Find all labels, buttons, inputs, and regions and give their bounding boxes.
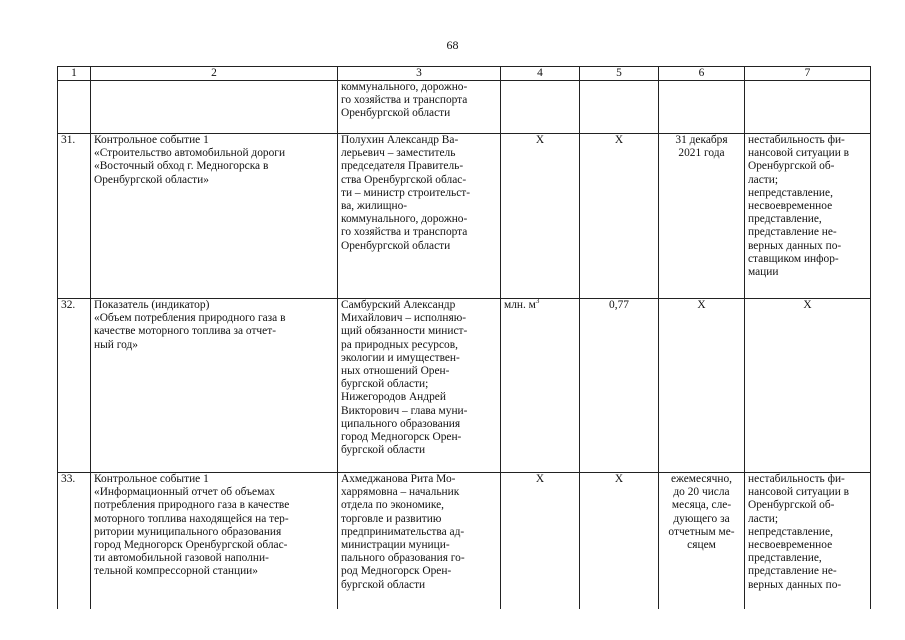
deadline-cell: ежемесячно, до 20 числа месяца, сле- дующего за отчетным ме- сяцем — [659, 473, 745, 610]
deadline-cell: 31 декабря 2021 года — [659, 134, 745, 299]
table-row — [58, 134, 871, 299]
risks-cell: Х — [745, 299, 871, 473]
value-cell: Х — [580, 473, 659, 610]
row-number: 32. — [58, 299, 91, 473]
unit-cell: Х — [501, 473, 580, 610]
deadline-cell: Х — [659, 299, 745, 473]
responsible-person: Полухин Александр Ва- лерьевич – заместитель председателя Правитель- ства Оренбургской облас- ти – министр строительст- ва, жилищно- коммунального, дорожно- го хозяйства и транспорта Оренбургской области — [338, 134, 501, 299]
plan-table — [57, 66, 871, 609]
risks-cell: нестабильность фи- нансовой ситуации в Оренбургской об- ласти; непредставление, несвоевременное представление, представление не- верных данных по- ставщиком инфор- мации — [745, 134, 871, 299]
unit-cell — [501, 299, 580, 473]
item-name: Показатель (индикатор) «Объем потребления природного газа в качестве моторного топлива за отчет- ный год» — [91, 299, 338, 473]
column-header: 5 — [580, 67, 659, 81]
unit-cell — [501, 81, 580, 134]
item-name — [91, 81, 338, 134]
risks-cell — [745, 81, 871, 134]
column-header: 1 — [58, 67, 91, 81]
column-header: 3 — [338, 67, 501, 81]
page-number: 68 — [446, 38, 459, 52]
column-header: 6 — [659, 67, 745, 81]
column-header-row — [58, 67, 871, 81]
item-name: Контрольное событие 1 «Строительство автомобильной дороги «Восточный обход г. Медногорска в Оренбургской области» — [91, 134, 338, 299]
column-header: 2 — [91, 67, 338, 81]
table-row — [58, 299, 871, 473]
row-number — [58, 81, 91, 134]
risks-cell: нестабильность фи- нансовой ситуации в Оренбургской об- ласти; непредставление, несвоевременное представление, представление не- верных данных по- — [745, 473, 871, 610]
responsible-person: Самбурский Александр Михайлович – исполняю- щий обязанности минист- ра природных ресурсов, экологии и имуществен- ных отношений Орен- бургской области; Нижегородов Андрей Викторович – глава муни- ципального образования город Медногорск Орен- бургской области — [338, 299, 501, 473]
row-number: 31. — [58, 134, 91, 299]
column-header: 4 — [501, 67, 580, 81]
item-name: Контрольное событие 1 «Информационный отчет об объемах потребления природного газа в качестве моторного топлива находящейся на тер- ритории муниципального образования город Медногорск Оренбургской облас- ти автомобильной газовой наполни- тельной компрессорной станции» — [91, 473, 338, 610]
value-cell — [580, 81, 659, 134]
row-number: 33. — [58, 473, 91, 610]
responsible-person: коммунального, дорожно- го хозяйства и транспорта Оренбургской области — [338, 81, 501, 134]
responsible-person: Ахмеджанова Рита Мо- харрямовна – начальник отдела по экономике, торговле и развитию предпринимательства ад- министрации муници- пального образования го- род Медногорск Орен- бургской области — [338, 473, 501, 610]
unit-label: млн. м — [504, 299, 536, 311]
column-header: 7 — [745, 67, 871, 81]
table-row — [58, 81, 871, 134]
table-row — [58, 473, 871, 610]
value-cell: Х — [580, 134, 659, 299]
unit-superscript: 3 — [535, 298, 540, 305]
unit-cell: Х — [501, 134, 580, 299]
deadline-cell — [659, 81, 745, 134]
value-cell: 0,77 — [580, 299, 659, 473]
